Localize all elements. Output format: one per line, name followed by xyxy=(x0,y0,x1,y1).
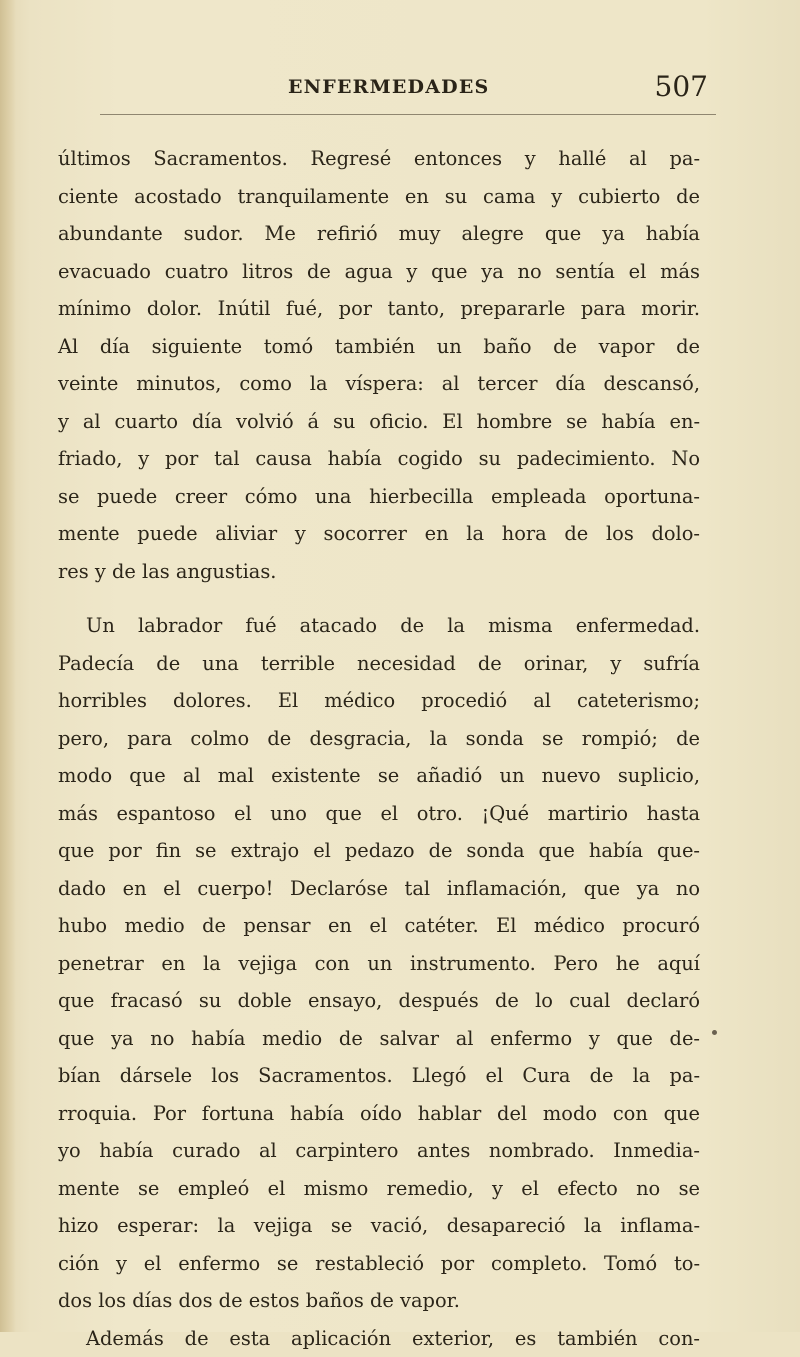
text-line: y al cuarto día volvió á su oficio. El hombre se había en- xyxy=(58,403,700,441)
text-line: ciente acostado tranquilamente en su cama y cubierto de xyxy=(58,178,700,216)
text-line: que por fin se extrajo el pedazo de sonda que había que- xyxy=(58,832,700,870)
paragraph-3 xyxy=(58,1320,700,1357)
text-line: Además de esta aplicación exterior, es también con- xyxy=(58,1320,700,1357)
text-line: mínimo dolor. Inútil fué, por tanto, prepararle para morir. xyxy=(58,290,700,328)
paragraph-gap xyxy=(58,590,700,607)
text-line: pero, para colmo de desgracia, la sonda se rompió; de xyxy=(58,720,700,758)
running-title: ENFERMEDADES xyxy=(288,76,489,98)
text-line: modo que al mal existente se añadió un nuevo suplicio, xyxy=(58,757,700,795)
text-line: horribles dolores. El médico procedió al cateterismo; xyxy=(58,682,700,720)
paragraph-2 xyxy=(58,607,700,1320)
text-line: friado, y por tal causa había cogido su padecimiento. No xyxy=(58,440,700,478)
text-line: abundante sudor. Me refirió muy alegre que ya había xyxy=(58,215,700,253)
paragraph-1 xyxy=(58,140,700,590)
page-binding-edge xyxy=(0,0,16,1332)
text-line: Un labrador fué atacado de la misma enfermedad. xyxy=(58,607,700,645)
text-line: últimos Sacramentos. Regresé entonces y hallé al pa- xyxy=(58,140,700,178)
text-line: que ya no había medio de salvar al enfermo y que de- xyxy=(58,1020,700,1058)
text-line: bían dársele los Sacramentos. Llegó el Cura de la pa- xyxy=(58,1057,700,1095)
text-line: evacuado cuatro litros de agua y que ya no sentía el más xyxy=(58,253,700,291)
text-line: yo había curado al carpintero antes nombrado. Inmedia- xyxy=(58,1132,700,1170)
paper-speck xyxy=(712,1030,717,1035)
page-header xyxy=(100,74,716,114)
body-text xyxy=(58,140,700,1357)
header-rule xyxy=(100,114,716,115)
text-line: hizo esperar: la vejiga se vació, desapareció la inflama- xyxy=(58,1207,700,1245)
text-line: penetrar en la vejiga con un instrumento. Pero he aquí xyxy=(58,945,700,983)
text-line: que fracasó su doble ensayo, después de lo cual declaró xyxy=(58,982,700,1020)
text-line: veinte minutos, como la víspera: al tercer día descansó, xyxy=(58,365,700,403)
text-line: res y de las angustias. xyxy=(58,553,700,591)
text-line: ción y el enfermo se restableció por completo. Tomó to- xyxy=(58,1245,700,1283)
text-line: Padecía de una terrible necesidad de orinar, y sufría xyxy=(58,645,700,683)
text-line: dos los días dos de estos baños de vapor. xyxy=(58,1282,700,1320)
text-line: mente se empleó el mismo remedio, y el efecto no se xyxy=(58,1170,700,1208)
text-line: más espantoso el uno que el otro. ¡Qué martirio hasta xyxy=(58,795,700,833)
text-line: se puede creer cómo una hierbecilla empleada oportuna- xyxy=(58,478,700,516)
text-line: Al día siguiente tomó también un baño de vapor de xyxy=(58,328,700,366)
text-line: rroquia. Por fortuna había oído hablar del modo con que xyxy=(58,1095,700,1133)
text-line: dado en el cuerpo! Declaróse tal inflamación, que ya no xyxy=(58,870,700,908)
page-number: 507 xyxy=(655,70,708,103)
text-line: hubo medio de pensar en el catéter. El médico procuró xyxy=(58,907,700,945)
text-line: mente puede aliviar y socorrer en la hora de los dolo- xyxy=(58,515,700,553)
